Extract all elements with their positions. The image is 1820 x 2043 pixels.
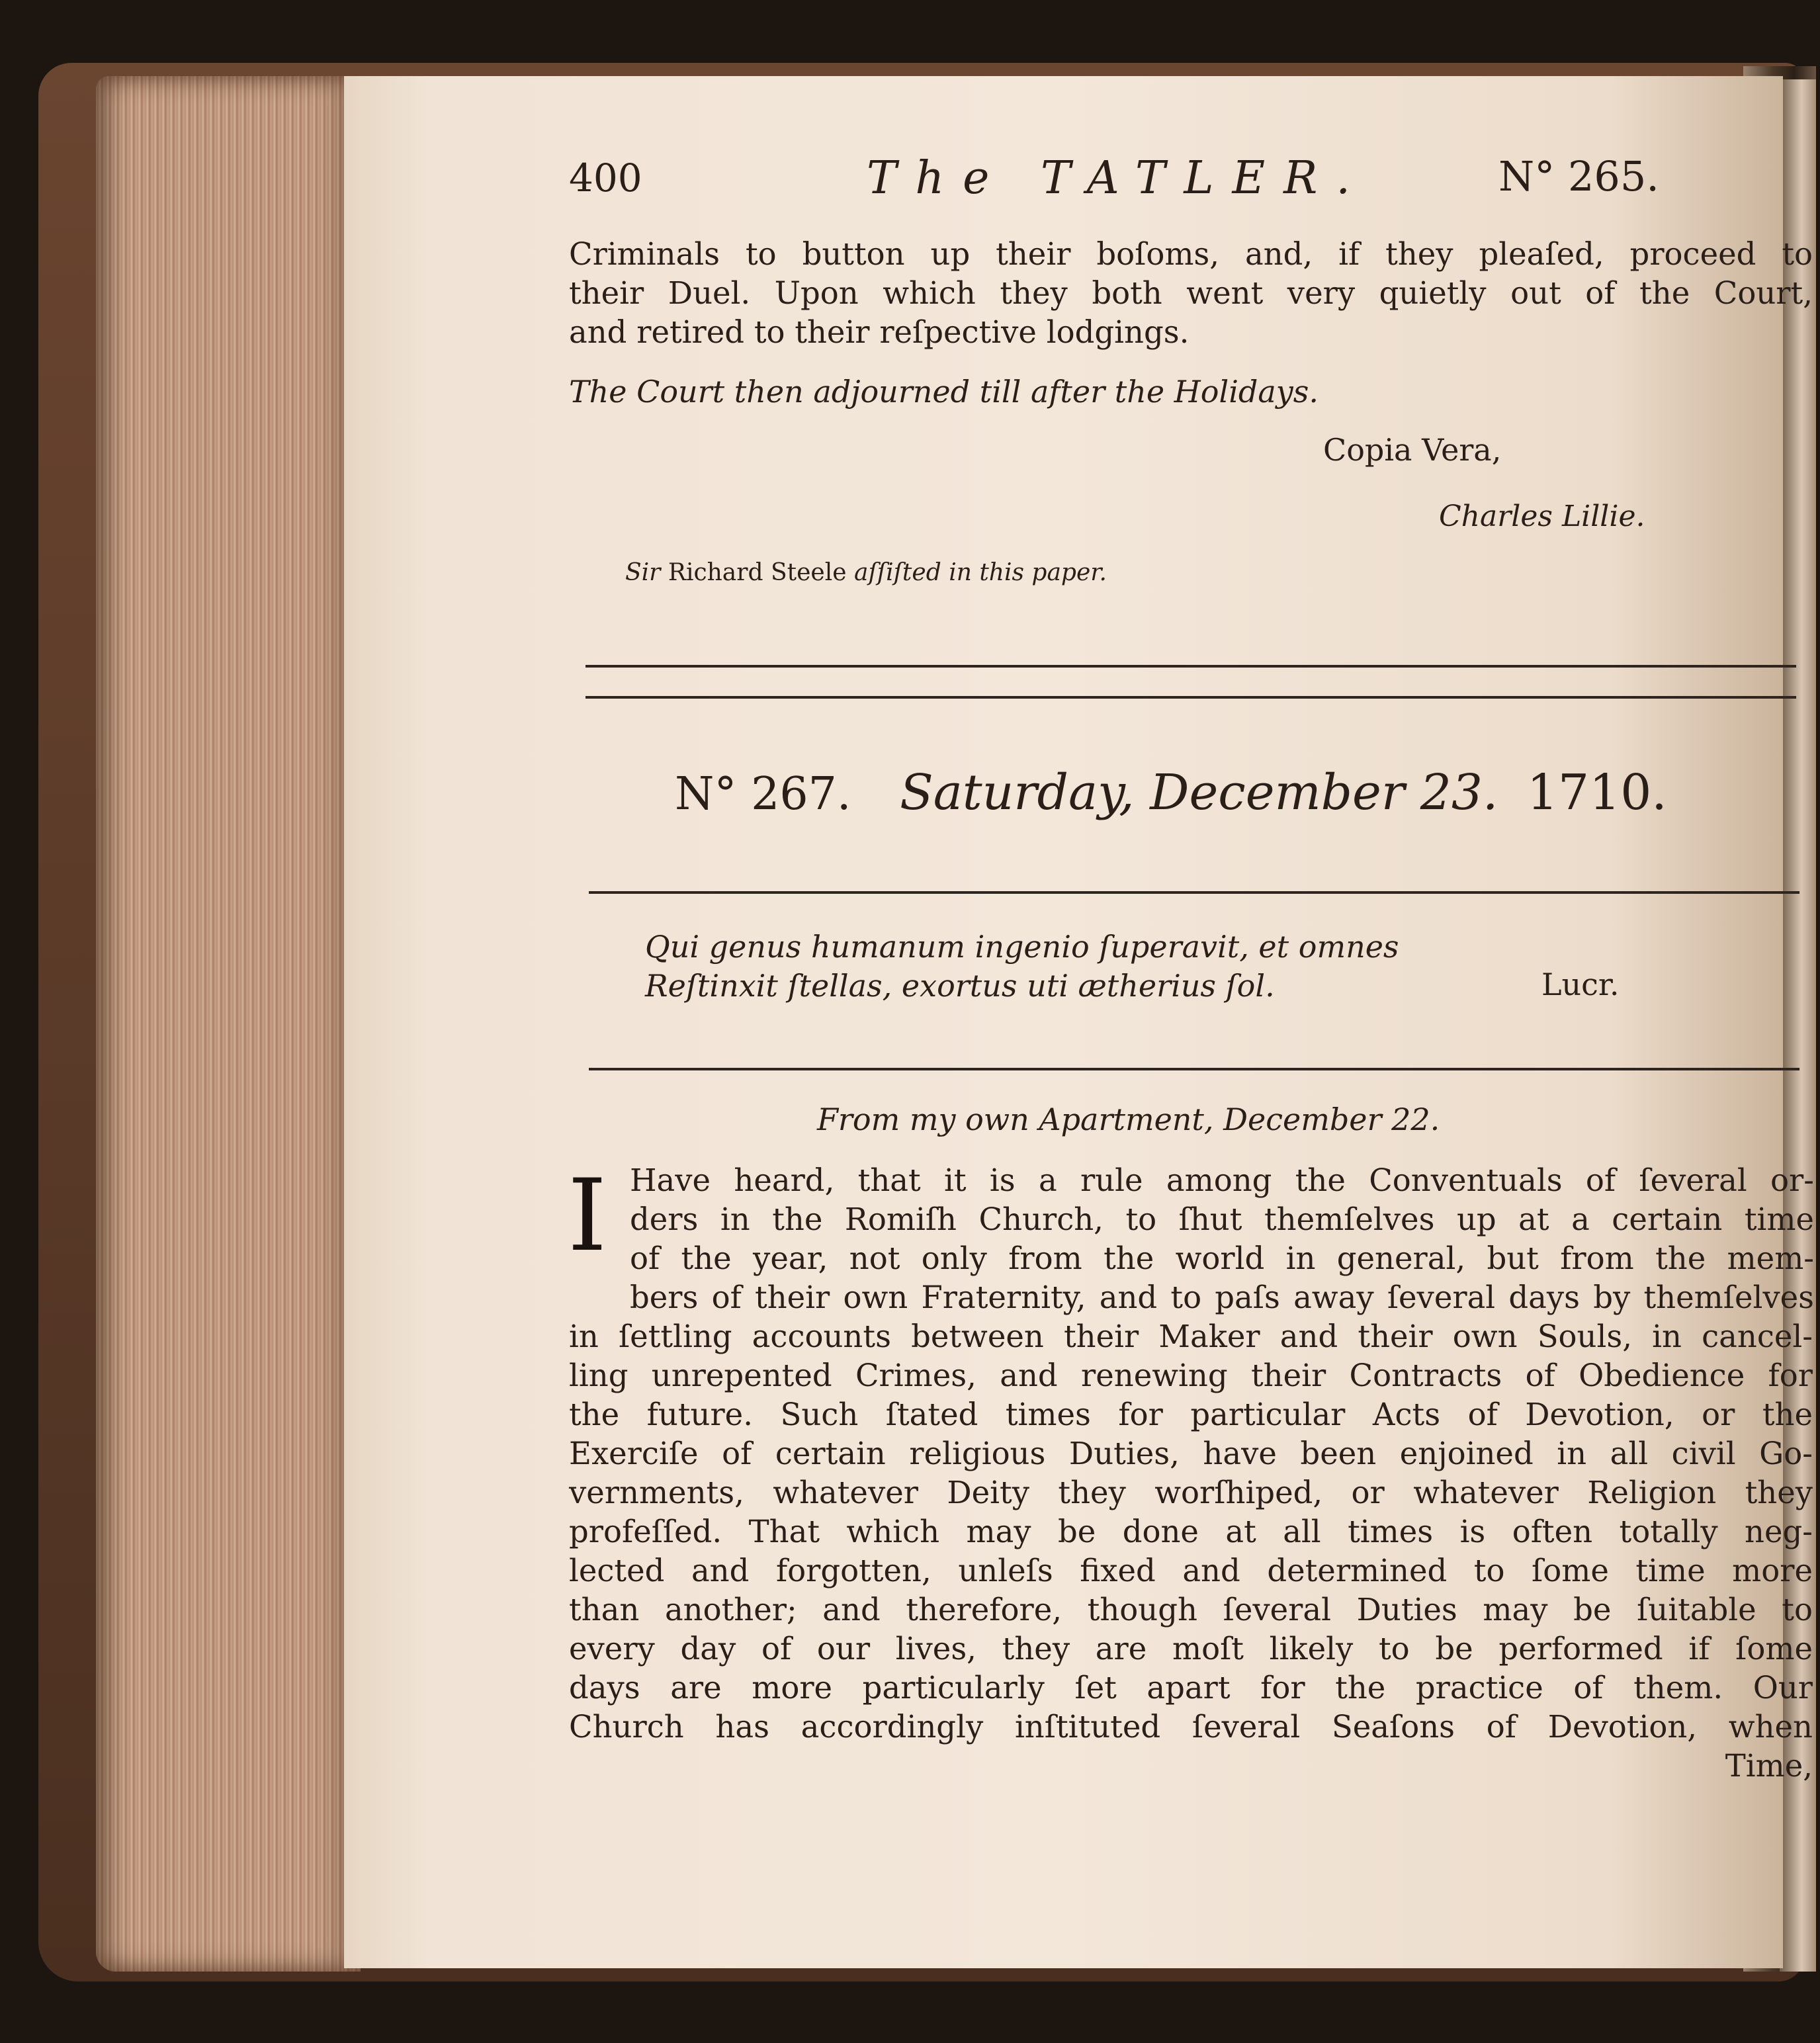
page-edges [96, 76, 361, 1972]
assist-sir: Sir [625, 559, 661, 586]
text-line: every day of our lives, they are moſt likely to be performed if ſome [569, 1631, 1813, 1667]
adjournment-line: The Court then adjourned till after the Holidays. [569, 374, 1319, 410]
catchword: Time, [1725, 1748, 1813, 1784]
text-line: lected and forgotten, unleſs fixed and determined to ſome time more [569, 1553, 1813, 1588]
text-line: Have heard, that it is a rule among the Conventuals of ſeveral or- [630, 1162, 1814, 1198]
text-line: Criminals to button up their boſoms, and, if they pleaſed, proceed to [569, 236, 1813, 272]
text-line: Church has accordingly inſtituted ſeveral Seaſons of Devotion, when [569, 1709, 1813, 1745]
motto-rule [589, 1068, 1799, 1070]
running-title: The TATLER. [867, 152, 1369, 204]
motto-author: Lucr. [1541, 967, 1620, 1002]
issue-heading-date: Saturday, December 23. [900, 764, 1498, 821]
header-issue-number: N° 265. [1498, 152, 1660, 200]
text-line: their Duel. Upon which they both went very quietly out of the Court, [569, 275, 1813, 311]
double-rule-bottom [585, 696, 1796, 699]
text-line: ders in the Romiſh Church, to ſhut themſelves up at a certain time [630, 1201, 1814, 1237]
text-line: than another; and therefore, though ſeveral Duties may be ſuitable to [569, 1592, 1813, 1628]
page-number: 400 [569, 155, 642, 200]
motto-line: Qui genus humanum ingenio ſuperavit, et omnes [645, 929, 1399, 965]
closing-paragraph [569, 235, 1813, 352]
motto-line: Reſtinxit ſtellas, exortus uti ætherius ſol. [645, 968, 1275, 1004]
assistance-note [625, 559, 1107, 586]
text-line: bers of their own Fraternity, and to paſs away ſeveral days by themſelves [630, 1280, 1814, 1315]
assist-name: Richard Steele [668, 559, 847, 586]
dateline: From my own Apartment, December 22. [817, 1102, 1440, 1137]
copia-vera: Copia Vera, [1323, 432, 1502, 468]
issue-heading-number: N° 267. [675, 768, 851, 820]
text-line: of the year, not only from the world in general, but from the mem- [630, 1240, 1814, 1276]
essay-opening-lines [630, 1161, 1814, 1317]
text-line: vernments, whatever Deity they worſhiped, or whatever Religion they [569, 1475, 1813, 1510]
essay-body [569, 1317, 1813, 1786]
text-line: Exerciſe of certain religious Duties, have been enjoined in all civil Go- [569, 1436, 1813, 1471]
double-rule-top [585, 665, 1796, 668]
book-page [344, 76, 1814, 1968]
heading-rule [589, 891, 1799, 894]
text-line: profeſſed. That which may be done at all times is often totally neg- [569, 1514, 1813, 1549]
text-line: the future. Such ſtated times for particular Acts of Devotion, or the [569, 1397, 1813, 1432]
motto [645, 928, 1803, 1006]
issue-heading [675, 764, 1667, 821]
assist-rest: aſſiſted in this paper. [853, 559, 1107, 586]
drop-cap: I [568, 1158, 607, 1274]
text-line: days are more particularly ſet apart for the practice of them. Our [569, 1670, 1813, 1706]
signature: Charles Lillie. [1439, 500, 1645, 533]
issue-heading-year: 1710. [1526, 764, 1667, 821]
text-line: ling unrepented Crimes, and renewing their Contracts of Obedience for [569, 1358, 1813, 1393]
text-line: in ſettling accounts between their Maker and their own Souls, in cancel- [569, 1319, 1813, 1354]
text-line: and retired to their reſpective lodgings. [569, 314, 1190, 350]
